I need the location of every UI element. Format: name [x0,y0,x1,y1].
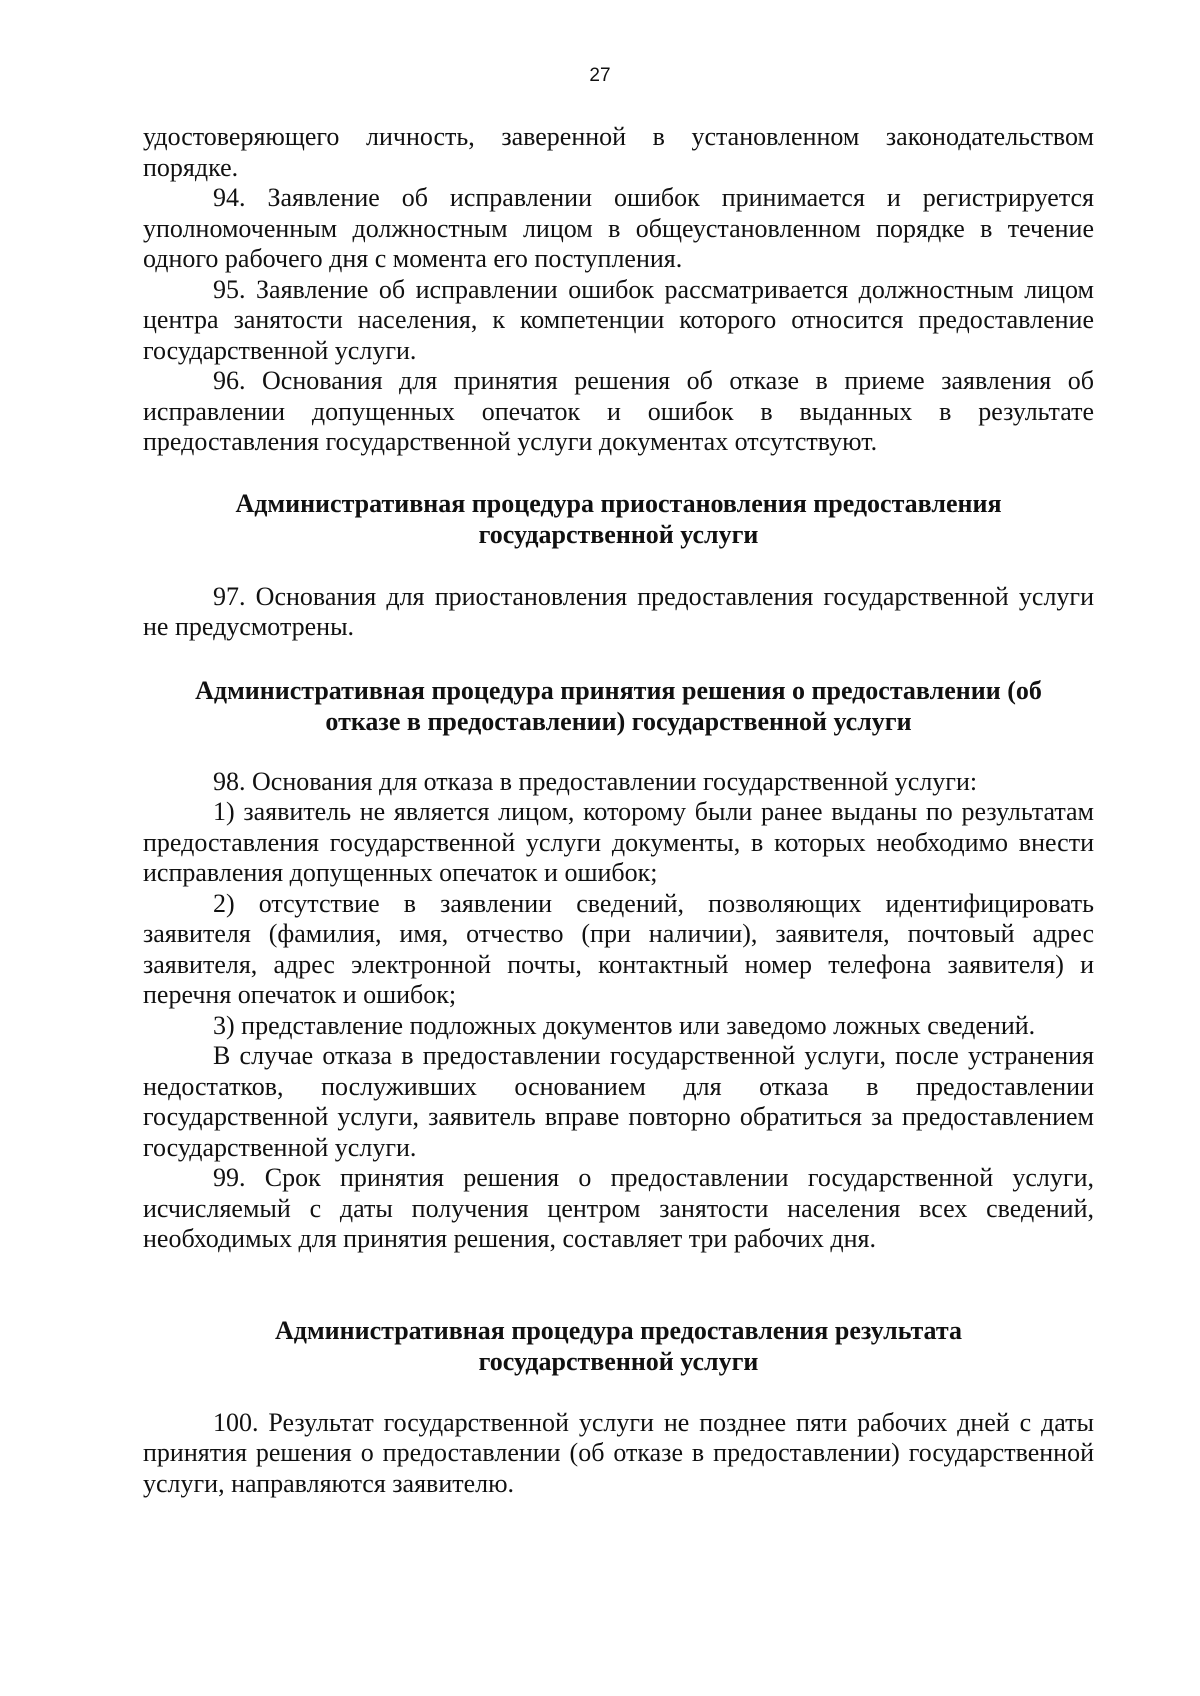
paragraph-98: 98. Основания для отказа в предоставлении государственной услуги: [213,766,978,796]
paragraph-99: 99. Срок принятия решения о предоставлении государственной услуги, исчисляемый с даты получения центром занятости населения всех сведений, необходимых для принятия решения, составляет три рабочих дня. [143,1163,1094,1253]
paragraph-98-item-1: 1) заявитель не является лицом, которому были ранее выданы по результатам предоставления государственной услуги документы, в которых необходимо внести исправления допущенных опечаток и ошибок; [143,797,1094,887]
section-heading-suspension-line-1: Административная процедура приостановления предоставления [235,488,1002,518]
paragraph-98-item-2: 2) отсутствие в заявлении сведений, позволяющих идентифицировать заявителя (фамилия, имя, отчество (при наличии), заявителя, почтовый адрес заявителя, адрес электронной почты, контактный номер телефона заявителя) и перечня опечаток и ошибок; [143,888,1094,1009]
paragraph-95: 95. Заявление об исправлении ошибок рассматривается должностным лицом центра занятости населения, к компетенции которого относится предоставление государственной услуги. [143,274,1094,365]
section-heading-decision-line-2: отказе в предоставлении) государственной услуги [325,706,912,736]
paragraph-intro-continuation: удостоверяющего личность, заверенной в установленном законодательством порядке. [143,122,1094,182]
section-heading-suspension [143,488,1094,550]
page-number: 27 [589,65,611,86]
document-body [143,122,1094,1499]
paragraph-96: 96. Основания для принятия решения об отказе в приеме заявления об исправлении допущенных опечаток и ошибок в выданных в результате предоставления государственной услуги документах отсутствуют. [143,366,1094,456]
section-heading-suspension-line-2: государственной услуги [478,519,759,549]
section-heading-result [143,1315,1094,1377]
section-heading-decision [143,675,1094,737]
paragraph-97: 97. Основания для приостановления предоставления государственной услуги не предусмотрены. [143,581,1094,641]
section-heading-decision-line-1: Административная процедура принятия решения о предоставлении (об [195,675,1042,705]
paragraph-100: 100. Результат государственной услуги не позднее пяти рабочих дней с даты принятия решения о предоставлении (об отказе в предоставлении) государственной услуги, направляются заявителю. [143,1407,1094,1498]
paragraph-98-note: В случае отказа в предоставлении государственной услуги, после устранения недостатков, послуживших основанием для отказа в предоставлении государственной услуги, заявитель вправе повторно обратиться за предоставлением государственной услуги. [143,1041,1094,1162]
section-heading-result-line-1: Административная процедура предоставления результата [275,1315,962,1345]
paragraph-94: 94. Заявление об исправлении ошибок принимается и регистрируется уполномоченным должностным лицом в общеустановленном порядке в течение одного рабочего дня с момента его поступления. [143,183,1094,273]
paragraph-98-item-3: 3) представление подложных документов или заведомо ложных сведений. [213,1010,1036,1040]
section-heading-result-line-2: государственной услуги [478,1346,759,1376]
